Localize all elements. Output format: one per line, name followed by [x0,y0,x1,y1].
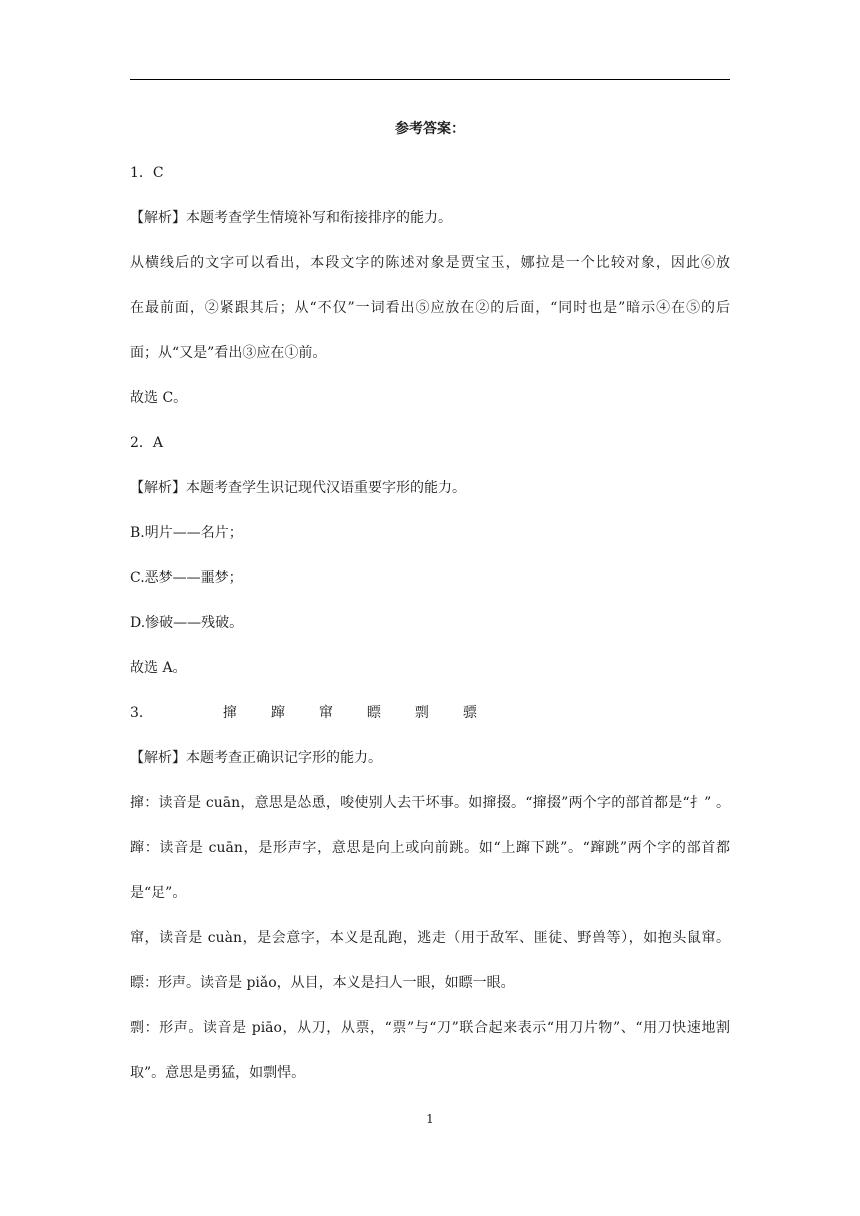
analysis-3-line-4: 窜，读音是 cuàn，是会意字，本义是乱跑，逃走（用于敌军、匪徒、野兽等），如抱头鼠窜。 [130,930,730,946]
answer-3 [130,704,511,722]
page-number: 1 [426,1112,434,1126]
analysis-3-line-2: 蹿：读音是 cuān，是形声字，意思是向上或向前跳。如“上蹿下跳”。“蹿跳”两个字的部首都 [130,840,730,856]
analysis-1-text-line-3: 面；从“又是”看出③应在①前。 [130,345,327,361]
analysis-2: 【解析】本题考查学生识记现代汉语重要字形的能力。 [130,480,466,496]
analysis-3: 【解析】本题考查正确识记字形的能力。 [130,750,382,766]
page-title: 参考答案： [395,121,465,137]
analysis-3-line-6: 剽：形声。读音是 piāo，从刀，从票，“票”与“刀”联合起来表示“用刀片物”、“用刀快速地割 [130,1020,730,1036]
analysis-1-text-line-1: 从横线后的文字可以看出，本段文字的陈述对象是贾宝玉，娜拉是一个比较对象，因此⑥放 [130,255,730,271]
answer-2: 2．A [130,435,164,451]
option-c: C.恶梦——噩梦； [130,570,243,586]
answer-1: 1．C [130,165,164,181]
answer-3-char: 瞟 [366,705,381,721]
conclusion-2: 故选 A。 [130,660,187,676]
answer-3-char: 蹿 [270,705,285,721]
answer-3-number: 3． [130,705,153,721]
answer-3-char: 骠 [462,705,477,721]
answer-3-char: 撺 [222,705,237,721]
analysis-1: 【解析】本题考查学生情境补写和衔接排序的能力。 [130,210,452,226]
answer-3-char: 窜 [318,705,333,721]
option-b: B.明片——名片； [130,525,243,541]
answer-3-char: 剽 [414,705,429,721]
option-d: D.惨破——残破。 [130,615,244,631]
analysis-3-line-5: 瞟：形声。读音是 piǎo，从目，本义是扫人一眼，如瞟一眼。 [130,975,515,991]
analysis-3-line-1: 撺：读音是 cuān，意思是怂恿，唆使别人去干坏事。如撺掇。“撺掇”两个字的部首都是“扌” 。 [130,795,730,811]
analysis-3-line-7: 取”。意思是勇猛，如剽悍。 [130,1065,306,1081]
header-rule [130,79,730,80]
analysis-1-text-line-2: 在最前面，②紧跟其后；从“不仅”一词看出⑤应放在②的后面，“同时也是”暗示④在⑤的后 [130,300,730,316]
conclusion-1: 故选 C。 [130,390,188,406]
analysis-3-line-3: 是“足”。 [130,885,187,901]
